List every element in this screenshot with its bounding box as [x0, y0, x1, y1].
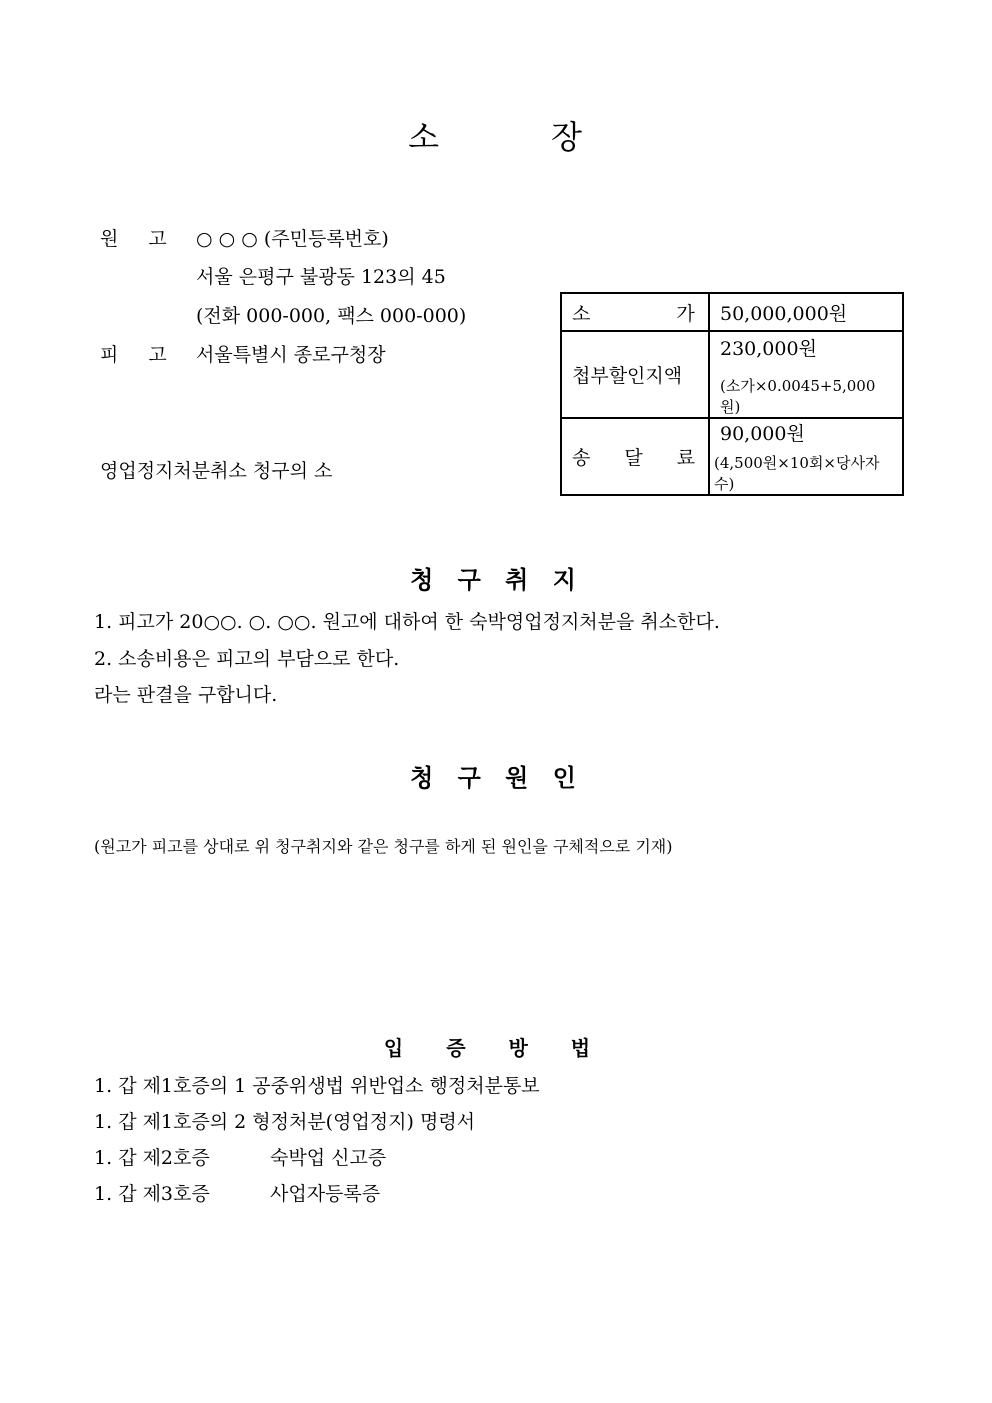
fee-row-price: [561, 293, 903, 331]
claim-purpose-item-3: 라는 판결을 구합니다.: [94, 684, 278, 706]
evidence-heading: 입 증 방 법: [383, 1036, 609, 1060]
plaintiff-contact: (전화 000-000, 팩스 000-000): [196, 305, 467, 327]
fee-value-stamp: 230,000원: [720, 338, 817, 360]
evidence-number: 1.: [94, 1075, 113, 1097]
evidence-desc: 형정처분(영업정지) 명령서: [252, 1111, 476, 1133]
fee-note-stamp: (소가×0.0045+5,000원): [720, 377, 876, 416]
evidence-code: 갑 제3호증: [118, 1183, 210, 1205]
case-name: 영업정지처분취소 청구의 소: [100, 460, 333, 482]
fee-label-price: [572, 299, 698, 326]
document-title: [0, 112, 992, 158]
evidence-item: [94, 1179, 210, 1206]
evidence-code: 갑 제1호증의 1: [118, 1075, 247, 1097]
fee-table: [560, 292, 904, 496]
defendant-name: 서울특별시 종로구청장: [196, 344, 386, 366]
evidence-item: [94, 1107, 475, 1134]
title-right: 장: [551, 118, 584, 156]
claim-purpose-item-2: 2. 소송비용은 피고의 부담으로 한다.: [94, 648, 400, 670]
claim-cause-note: (원고가 피고를 상대로 위 청구취지와 같은 청구를 하게 된 원인을 구체적으로 기재): [94, 837, 673, 856]
evidence-code: 갑 제2호증: [118, 1147, 210, 1169]
claim-purpose-heading: 청 구 취 지: [410, 565, 582, 594]
title-left: 소: [408, 118, 441, 156]
evidence-number: 1.: [94, 1111, 113, 1133]
fee-row-stamp: [561, 331, 903, 418]
fee-row-delivery: [561, 418, 903, 495]
evidence-item: [94, 1071, 540, 1098]
fee-label-price-text: 소 가: [572, 302, 695, 325]
evidence-number: 1.: [94, 1147, 113, 1169]
plaintiff-label: 원 고: [100, 228, 179, 250]
evidence-item: [94, 1143, 210, 1170]
plaintiff-name: ○ ○ ○ (주민등록번호): [196, 228, 389, 250]
plaintiff-address: 서울 은평구 불광동 123의 45: [196, 266, 446, 288]
fee-value-delivery: 90,000원: [720, 423, 805, 445]
evidence-code: 갑 제1호증의 2: [118, 1111, 247, 1133]
evidence-desc: 사업자등록증: [270, 1183, 381, 1205]
fee-value-price: 50,000,000원: [709, 293, 903, 331]
defendant-label: 피 고: [100, 344, 179, 366]
evidence-desc: 공중위생법 위반업소 행정처분통보: [252, 1075, 540, 1097]
fee-label-delivery: 송 달 료: [572, 447, 696, 469]
evidence-desc: 숙박업 신고증: [270, 1147, 387, 1169]
claim-purpose-item-1: 1. 피고가 20○○. ○. ○○. 원고에 대하여 한 숙박영업정지처분을 취소한다.: [94, 611, 720, 633]
claim-cause-heading: 청 구 원 인: [410, 763, 582, 792]
evidence-number: 1.: [94, 1183, 113, 1205]
fee-note-delivery: (4,500원×10회×당사자수): [714, 454, 880, 493]
fee-label-stamp: 첩부할인지액: [561, 331, 709, 418]
